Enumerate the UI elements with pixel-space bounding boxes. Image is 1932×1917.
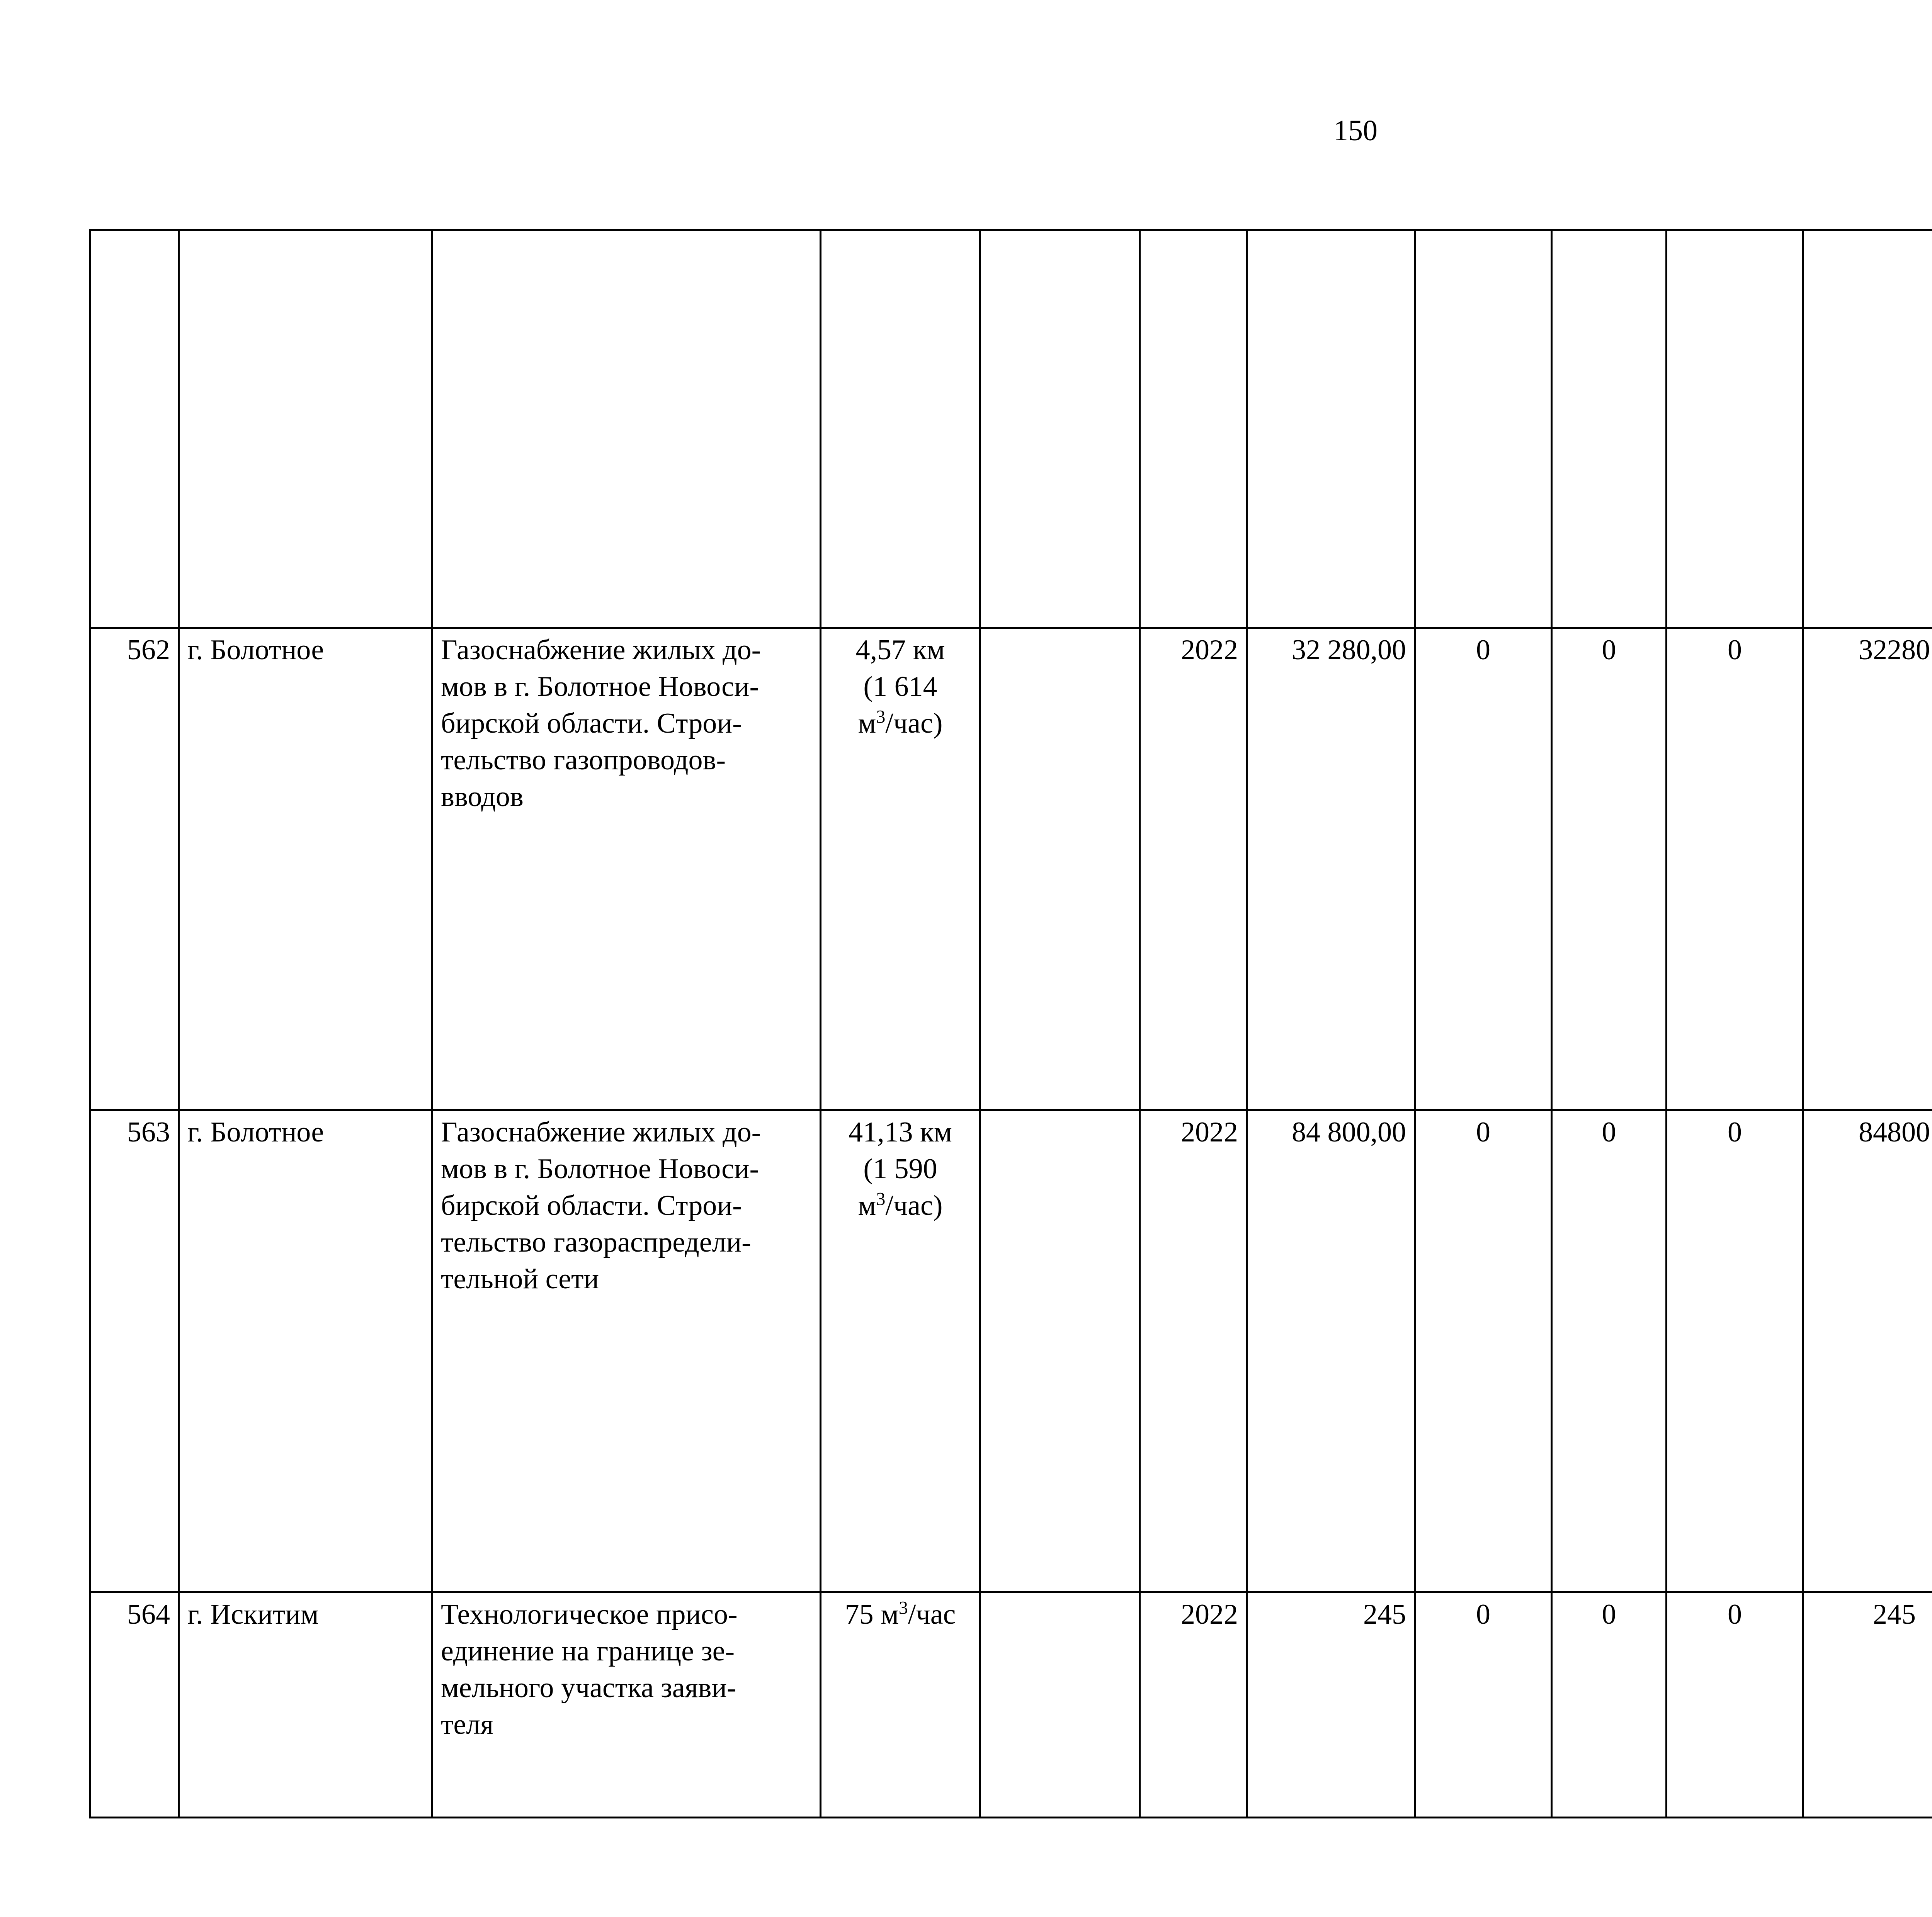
locality-cell: г. Искитим: [179, 1592, 432, 1818]
total-cost-cell: 245: [1247, 1592, 1415, 1818]
value-cell-4: 32280: [1803, 628, 1932, 1110]
table-row: [90, 230, 1932, 628]
value-cell-2: 0: [1552, 1110, 1667, 1592]
capacity-value: 75 м: [845, 1599, 899, 1630]
value-cell-2: [1552, 230, 1667, 628]
row-number-cell: 564: [90, 1592, 179, 1818]
value-cell-1: 0: [1415, 628, 1552, 1110]
table-row: [90, 1110, 1932, 1592]
capacity-unit: /час: [908, 1599, 956, 1630]
value-cell-4: 84800: [1803, 1110, 1932, 1592]
capacity-unit: /час): [885, 708, 943, 739]
capacity-unit-superscript: 3: [876, 706, 886, 727]
capacity-unit-superscript: 3: [898, 1597, 908, 1618]
year-cell: 2022: [1140, 1110, 1247, 1592]
locality-cell: г. Болотное: [179, 628, 432, 1110]
object-description-cell: Технологическое присо- единение на границе зе- мельного участка заяви- теля: [432, 1592, 821, 1818]
year-cell: 2022: [1140, 628, 1247, 1110]
value-cell-1: 0: [1415, 1592, 1552, 1818]
value-cell-4: [1803, 230, 1932, 628]
row-number-cell: [90, 230, 179, 628]
value-cell-2: 0: [1552, 1592, 1667, 1818]
object-description-cell: [432, 230, 821, 628]
gasification-table: [89, 229, 1932, 1818]
value-cell-3: 0: [1667, 1110, 1803, 1592]
locality-cell: [179, 230, 432, 628]
value-cell-3: 0: [1667, 1592, 1803, 1818]
value-cell-3: 0: [1667, 628, 1803, 1110]
object-description-cell: Газоснабжение жилых до- мов в г. Болотное Новоси- бирской области. Строи- тельство газопроводов- вводов: [432, 628, 821, 1110]
value-cell-1: 0: [1415, 1110, 1552, 1592]
year-cell: [1140, 230, 1247, 628]
capacity-cell: [821, 1110, 980, 1592]
table-row: [90, 1592, 1932, 1818]
capacity-value: 4,57 км (1 614 м: [855, 634, 945, 739]
value-cell-1: [1415, 230, 1552, 628]
total-cost-cell: 32 280,00: [1247, 628, 1415, 1110]
capacity-cell: [821, 628, 980, 1110]
total-cost-cell: [1247, 230, 1415, 628]
capacity-value: 41,13 км (1 590 м: [849, 1116, 952, 1221]
locality-cell: г. Болотное: [179, 1110, 432, 1592]
capacity-cell: [821, 230, 980, 628]
capacity-unit-superscript: 3: [876, 1189, 886, 1209]
total-cost-cell: 84 800,00: [1247, 1110, 1415, 1592]
empty-cell: [980, 1592, 1140, 1818]
year-cell: 2022: [1140, 1592, 1247, 1818]
object-description-cell: Газоснабжение жилых до- мов в г. Болотное Новоси- бирской области. Строи- тельство газораспредели- тельной сети: [432, 1110, 821, 1592]
row-number-cell: 563: [90, 1110, 179, 1592]
empty-cell: [980, 628, 1140, 1110]
empty-cell: [980, 230, 1140, 628]
value-cell-2: 0: [1552, 628, 1667, 1110]
capacity-cell: [821, 1592, 980, 1818]
value-cell-4: 245: [1803, 1592, 1932, 1818]
page-number: 150: [1333, 114, 1378, 147]
table-row: [90, 628, 1932, 1110]
row-number-cell: 562: [90, 628, 179, 1110]
empty-cell: [980, 1110, 1140, 1592]
capacity-unit: /час): [885, 1190, 943, 1221]
value-cell-3: [1667, 230, 1803, 628]
